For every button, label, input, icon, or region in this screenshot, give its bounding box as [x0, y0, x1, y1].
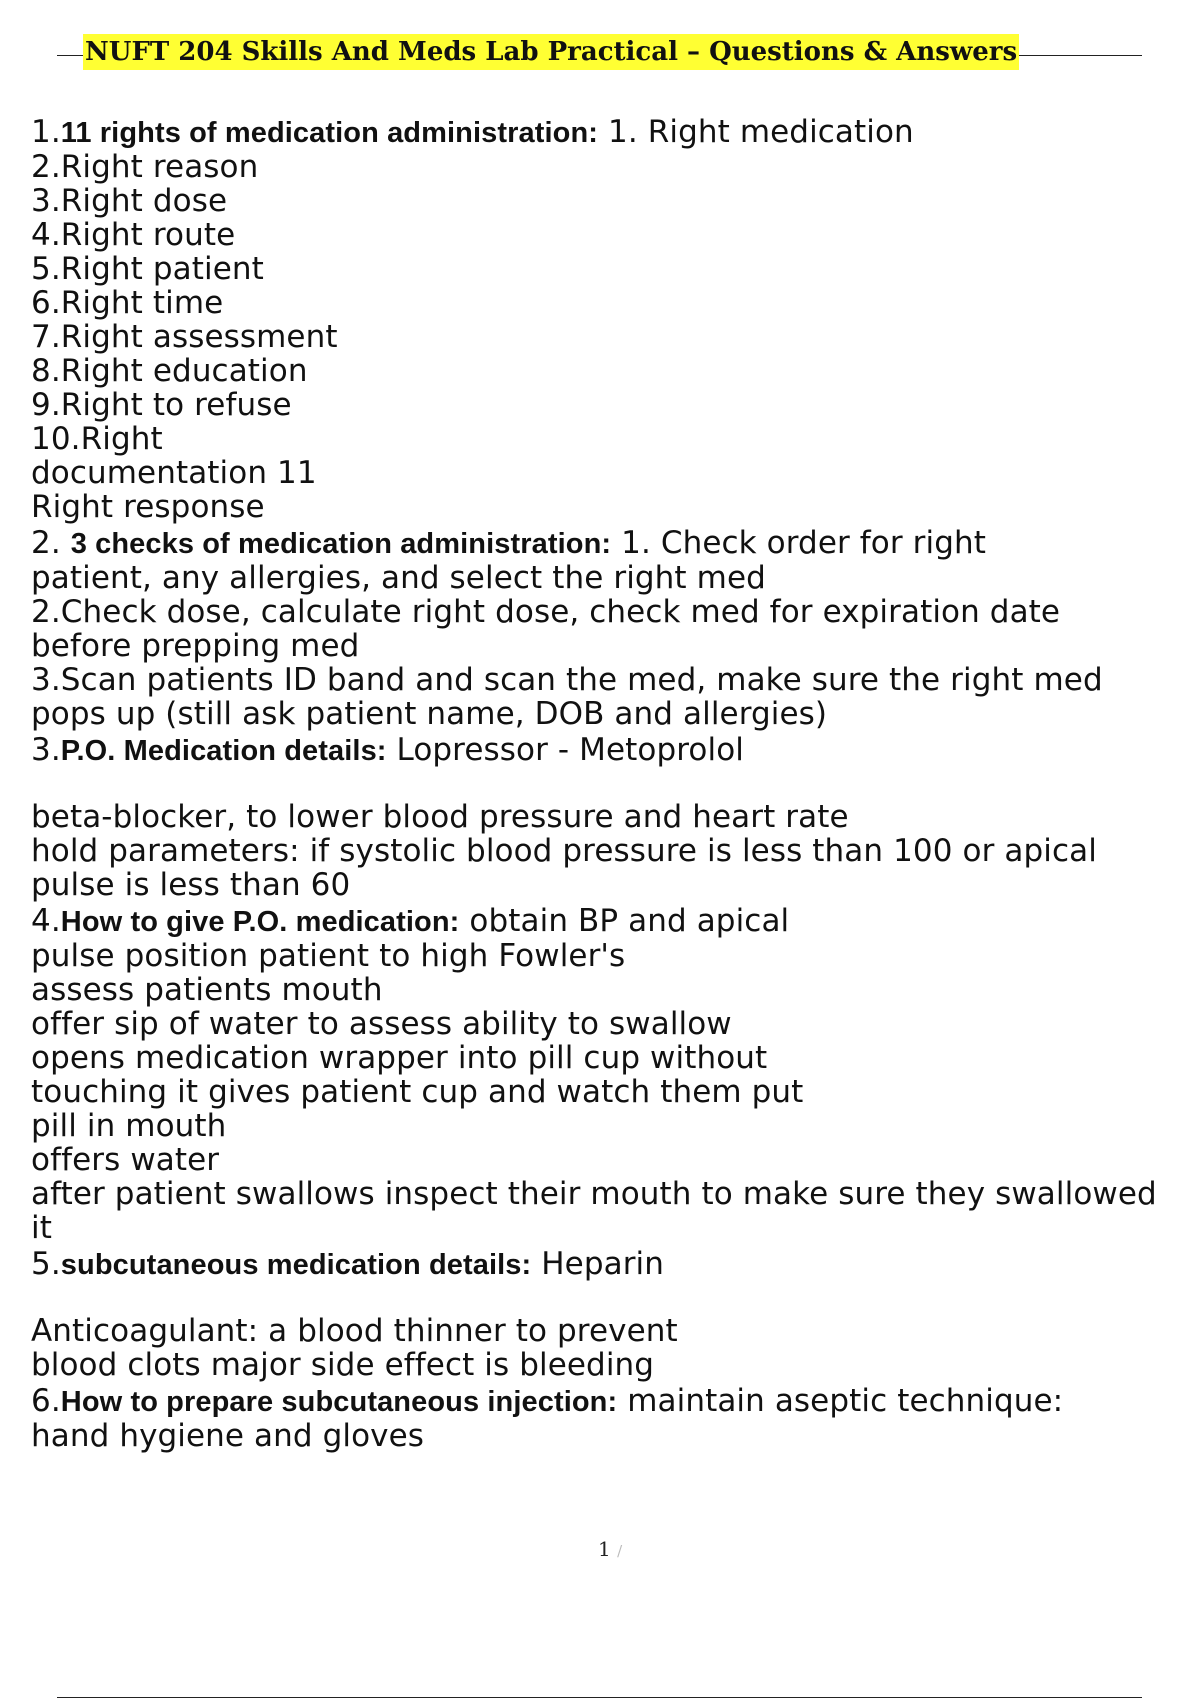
question-label: subcutaneous medication details: [60, 1249, 532, 1281]
answer-line: 4.Right route [31, 217, 236, 253]
question-number: 2. [31, 525, 71, 561]
page-number [598, 1537, 622, 1561]
question-4 [31, 903, 1191, 940]
answer-line: hand hygiene and gloves [31, 1418, 425, 1454]
answer-line: patient, any allergies, and select the right med [31, 560, 766, 596]
page-number-mark: / [617, 1542, 623, 1560]
answer-line: Anticoagulant: a blood thinner to prevent [31, 1313, 678, 1349]
blank-line [31, 1283, 1191, 1315]
answer-line: offer sip of water to assess ability to swallow [31, 1006, 732, 1042]
answer-text: 1. Check order for right [611, 525, 987, 561]
question-label: How to prepare subcutaneous injection: [60, 1386, 618, 1418]
answer-line: 9.Right to refuse [31, 387, 292, 423]
answer-line: 3.Right dose [31, 183, 228, 219]
answer-line: Right response [31, 489, 265, 525]
document-body [31, 114, 1191, 1454]
question-number: 1. [31, 114, 61, 150]
answer-line: offers water [31, 1142, 220, 1178]
question-label: 11 rights of medication administration: [60, 117, 599, 149]
answer-line: blood clots major side effect is bleeding [31, 1347, 655, 1383]
document-header [57, 34, 1142, 74]
question-3 [31, 732, 1191, 769]
answer-line: pill in mouth [31, 1108, 227, 1144]
answer-line: pulse is less than 60 [31, 867, 351, 903]
answer-line: 5.Right patient [31, 251, 264, 287]
answer-line: documentation 11 [31, 455, 317, 491]
answer-line: 2.Check dose, calculate right dose, check med for expiration date [31, 594, 1061, 630]
answer-line: hold parameters: if systolic blood pressure is less than 100 or apical [31, 833, 1097, 869]
answer-line: 3.Scan patients ID band and scan the med, make sure the right med [31, 662, 1103, 698]
question-label: 3 checks of medication administration: [70, 528, 612, 560]
answer-line: it [31, 1210, 52, 1246]
question-label: P.O. Medication details: [60, 735, 387, 767]
answer-line: beta-blocker, to lower blood pressure and heart rate [31, 799, 849, 835]
answer-text: maintain aseptic technique: [617, 1383, 1064, 1419]
blank-line [31, 769, 1191, 801]
question-2 [31, 525, 1191, 562]
answer-line: pops up (still ask patient name, DOB and allergies) [31, 696, 828, 732]
answer-line: touching it gives patient cup and watch them put [31, 1074, 804, 1110]
answer-line: before prepping med [31, 628, 360, 664]
question-number: 5. [31, 1246, 61, 1282]
answer-text: 1. Right medication [598, 114, 914, 150]
question-1 [31, 114, 1191, 151]
answer-line: after patient swallows inspect their mouth to make sure they swallowed [31, 1176, 1157, 1212]
document-title: NUFT 204 Skills And Meds Lab Practical – Questions & Answers [83, 34, 1019, 70]
footer-rule [57, 1697, 1142, 1698]
answer-line: 7.Right assessment [31, 319, 338, 355]
question-5 [31, 1246, 1191, 1283]
question-number: 4. [31, 903, 61, 939]
question-number: 6. [31, 1383, 61, 1419]
answer-text: obtain BP and apical [459, 903, 790, 939]
answer-text: Lopressor - Metoprolol [386, 732, 744, 768]
answer-text: Heparin [531, 1246, 665, 1282]
answer-line: pulse position patient to high Fowler's [31, 938, 626, 974]
question-label: How to give P.O. medication: [60, 906, 460, 938]
question-number: 3. [31, 732, 61, 768]
answer-line: 6.Right time [31, 285, 224, 321]
answer-line: 10.Right [31, 421, 163, 457]
page-number-value: 1 [598, 1537, 611, 1561]
answer-line: opens medication wrapper into pill cup without [31, 1040, 768, 1076]
answer-line: 8.Right education [31, 353, 308, 389]
question-6 [31, 1383, 1191, 1420]
answer-line: assess patients mouth [31, 972, 383, 1008]
answer-line: 2.Right reason [31, 149, 259, 185]
